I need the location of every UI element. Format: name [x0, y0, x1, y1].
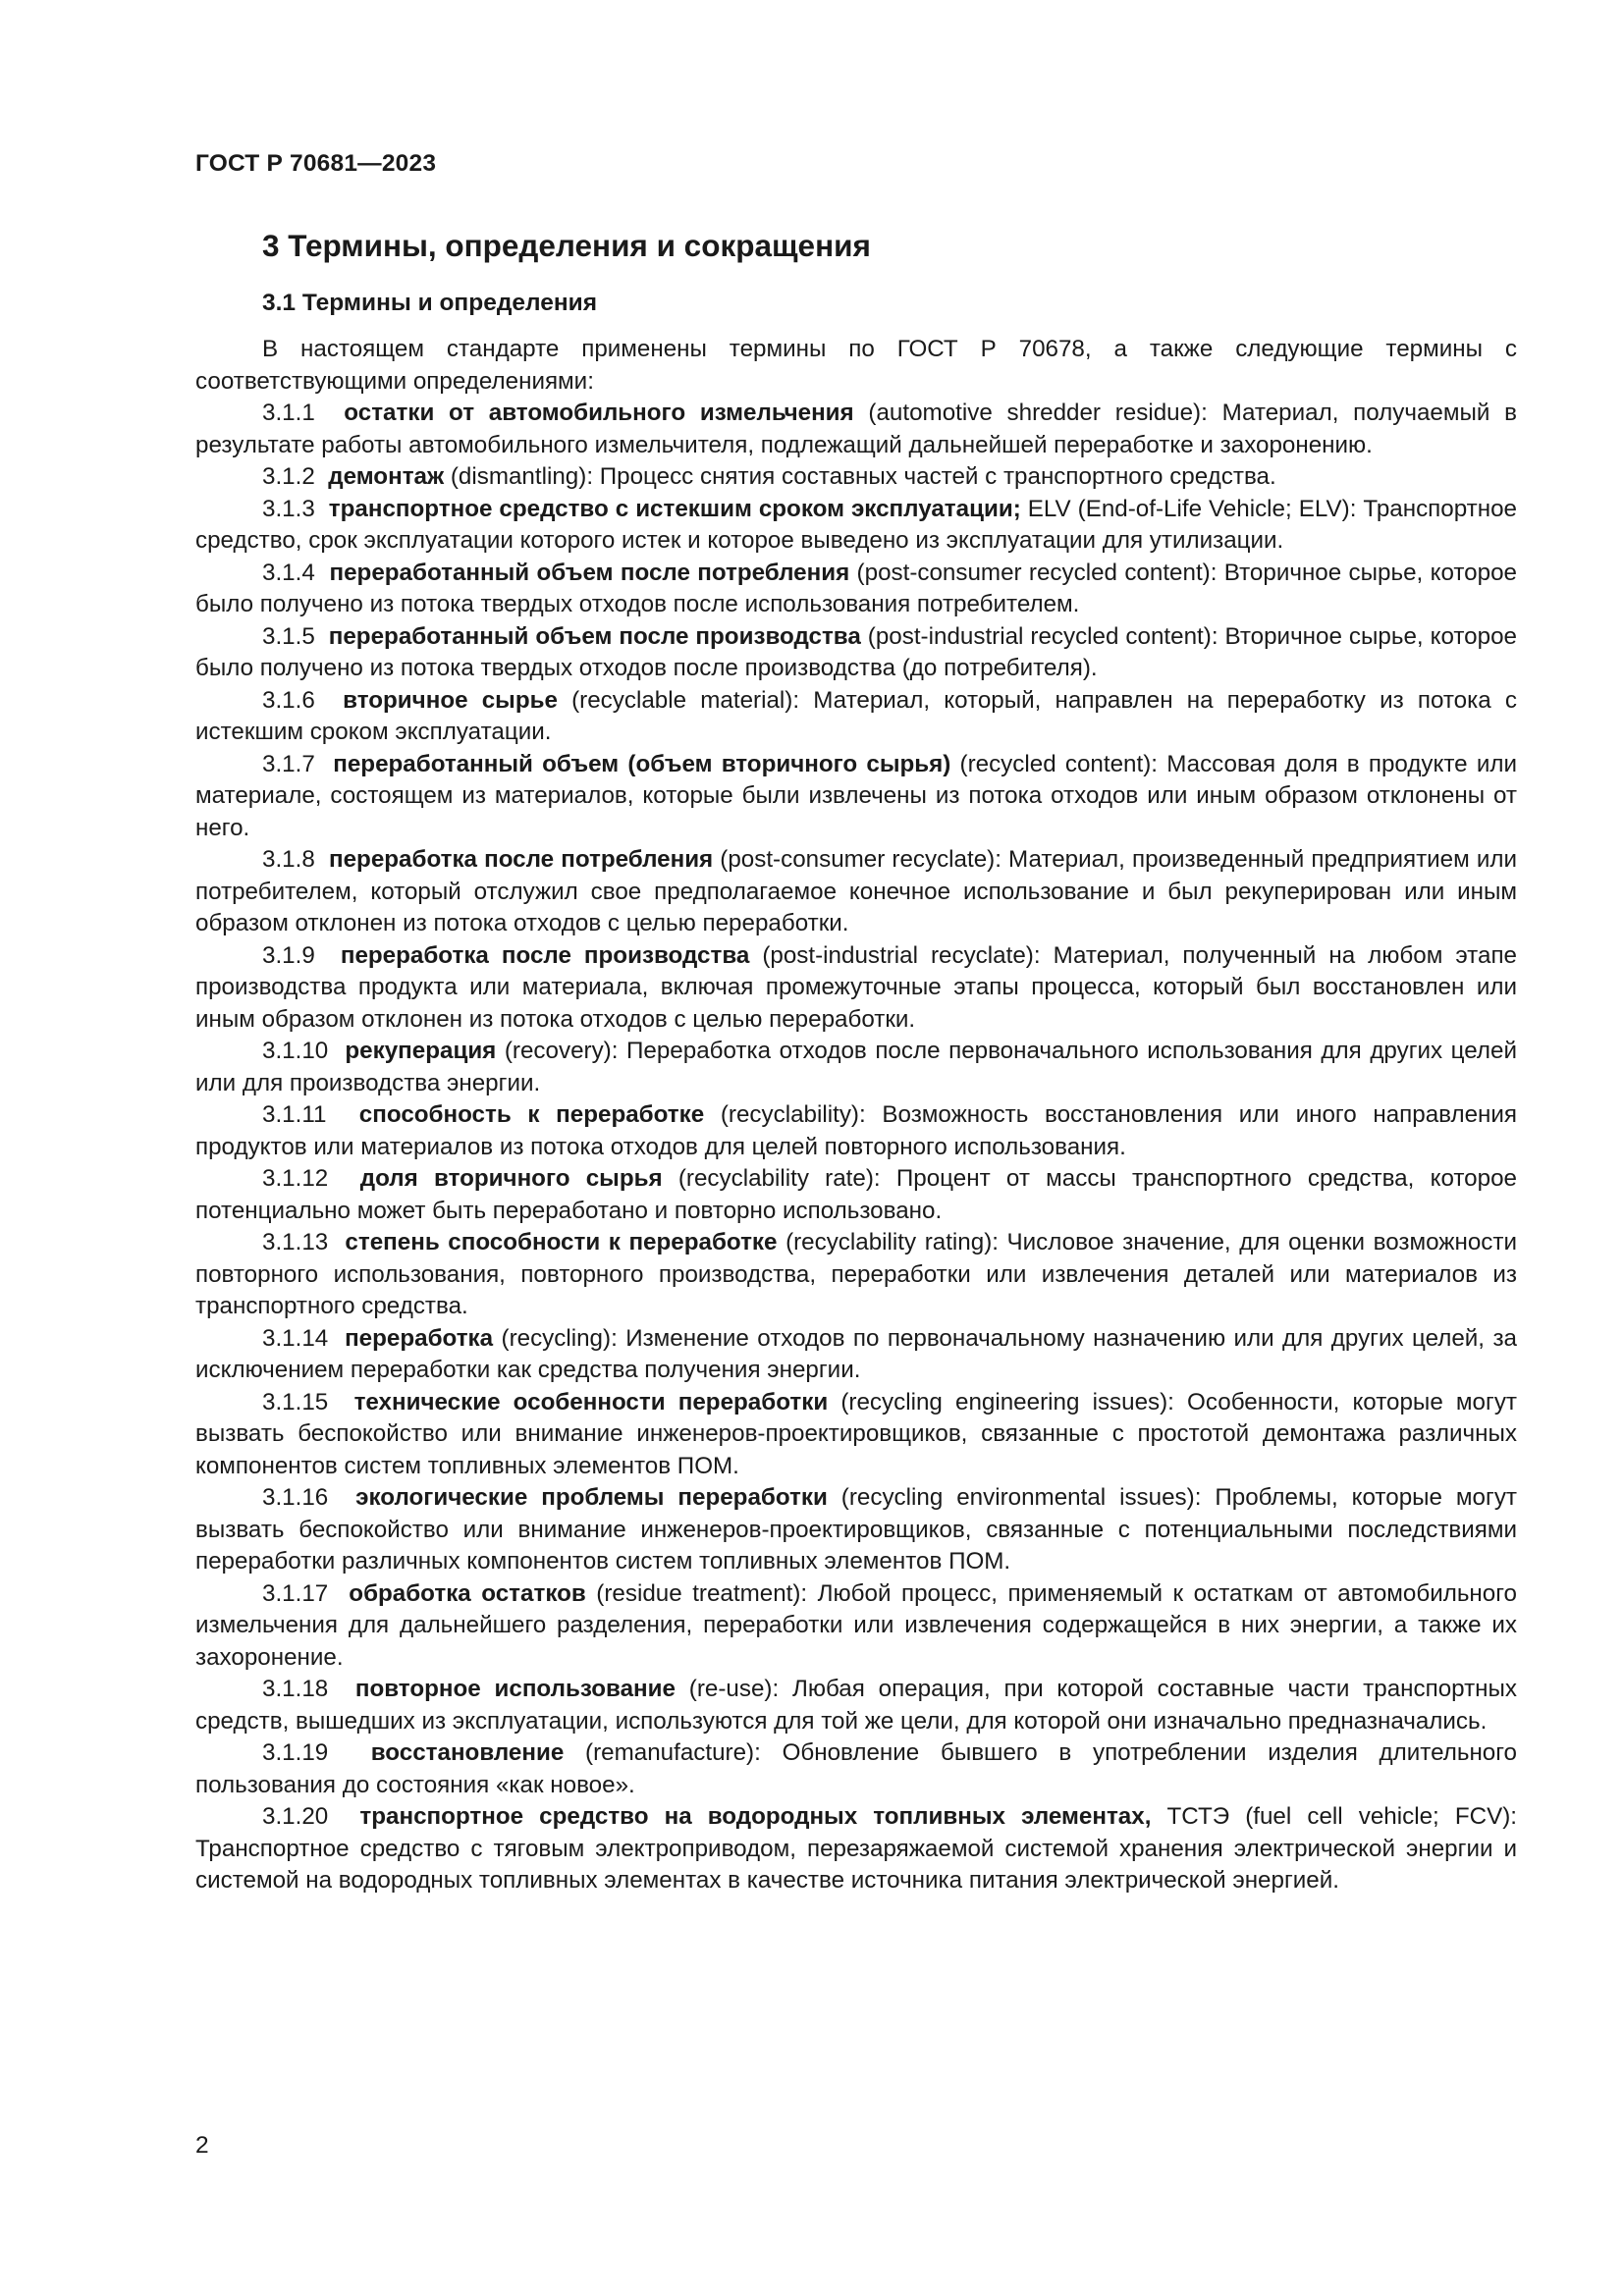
term-number: 3.1.17	[262, 1579, 329, 1607]
term-number: 3.1.1	[262, 400, 315, 426]
term-definition: (post-industrial recycled content): Вторичное сырье, которое было получено из потока твердых отходов после производства (до потребителя).	[195, 622, 1517, 681]
term-definition: (recyclability rating): Числовое значение, для оценки возможности повторного использования, повторного производства, переработки или извлечения деталей или материалов из транспортного средства.	[195, 1229, 1517, 1319]
term-paragraph	[195, 1578, 1517, 1675]
term-paragraph	[195, 398, 1517, 461]
intro-paragraph: В настоящем стандарте применены термины по ГОСТ Р 70678, а также следующие термины с соответствующими определениями:	[195, 336, 1517, 395]
term-paragraph	[195, 494, 1517, 558]
term-name: степень способности к переработке	[345, 1229, 778, 1255]
term-number: 3.1.16	[262, 1484, 329, 1511]
term-name: демонтаж	[328, 463, 445, 490]
term-paragraph	[195, 1482, 1517, 1578]
term-number: 3.1.6	[262, 686, 315, 714]
page-number: 2	[195, 2132, 209, 2159]
terms-body	[195, 334, 1517, 1897]
term-paragraph	[195, 558, 1517, 621]
term-name: переработка после потребления	[328, 846, 714, 873]
term-name: доля вторичного сырья	[359, 1165, 663, 1192]
term-number: 3.1.9	[262, 941, 315, 969]
term-number: 3.1.4	[262, 559, 315, 586]
term-name: экологические проблемы переработки	[355, 1484, 828, 1511]
term-name: способность к переработке	[358, 1101, 705, 1128]
term-name: переработка после производства	[340, 941, 750, 969]
term-definition: (recycling environmental issues): Проблемы, которые могут вызвать беспокойство или внимание инженеров-проектировщиков, связанные с потенциальными последствиями переработки различных компонентов систем топливных элементов ПОМ.	[195, 1484, 1518, 1575]
term-definition: (post-consumer recycled content): Вторичное сырье, которое было получено из потока твердых отходов после использования потребителем.	[195, 559, 1517, 617]
term-number: 3.1.12	[262, 1165, 329, 1192]
term-name: вторичное сырье	[343, 686, 558, 714]
term-definition: (recyclability rate): Процент от массы транспортного средства, которое потенциально может быть переработано и повторно использовано.	[195, 1165, 1517, 1224]
term-number: 3.1.18	[262, 1676, 329, 1702]
term-definition: ELV (End-of-Life Vehicle; ELV): Транспортное средство, срок эксплуатации которого истек и которое выведено из эксплуатации для утилизации.	[195, 495, 1517, 554]
term-paragraph	[195, 685, 1517, 749]
section-title: 3 Термины, определения и сокращения	[262, 228, 871, 263]
term-paragraph	[195, 1099, 1517, 1163]
term-paragraph	[195, 1163, 1517, 1227]
term-name: повторное использование	[354, 1676, 676, 1702]
term-number: 3.1.5	[262, 622, 315, 650]
term-definition: (dismantling): Процесс снятия составных частей с транспортного средства.	[444, 463, 1276, 490]
term-definition: (recovery): Переработка отходов после первоначального использования для других целей или для производства энергии.	[195, 1038, 1517, 1096]
term-paragraph	[195, 1387, 1517, 1483]
term-definition: (recyclable material): Материал, который, направлен на переработку из потока с истекшим сроком эксплуатации.	[195, 686, 1517, 745]
term-paragraph	[195, 844, 1517, 940]
term-name: переработанный объем после потребления	[329, 559, 850, 586]
term-number: 3.1.10	[262, 1038, 329, 1064]
term-definition: (recycling): Изменение отходов по первоначальному назначению или для других целей, за исключением переработки как средства получения энергии.	[195, 1324, 1517, 1383]
term-name: транспортное средство на водородных топливных элементах,	[359, 1803, 1152, 1830]
term-name: транспортное средство с истекшим сроком эксплуатации;	[328, 495, 1021, 522]
term-definition: (recycling engineering issues): Особенности, которые могут вызвать беспокойство или внимание инженеров-проектировщиков, связанные с простотой демонтажа различных компонентов систем топливных элементов ПОМ.	[195, 1388, 1517, 1479]
term-name: переработанный объем (объем вторичного сырья)	[333, 750, 951, 777]
term-name: переработка	[345, 1324, 494, 1352]
term-definition: (post-consumer recyclate): Материал, произведенный предприятием или потребителем, который отслужил свое предполагаемое конечное использование и был рекуперирован или иным образом отклонен из потока отходов с целью переработки.	[195, 846, 1517, 936]
term-paragraph	[195, 1674, 1517, 1737]
term-definition: (residue treatment): Любой процесс, применяемый к остаткам от автомобильного измельчения для дальнейшего разделения, переработки или извлечения содержащейся в них энергии, а также их захоронение.	[195, 1579, 1517, 1671]
document-header: ГОСТ Р 70681—2023	[195, 150, 437, 177]
term-number: 3.1.13	[262, 1229, 329, 1255]
term-number: 3.1.19	[262, 1739, 329, 1766]
term-name: рекуперация	[345, 1038, 497, 1064]
term-definition: (re-use): Любая операция, при которой составные части транспортных средств, вышедших из эксплуатации, используются для той же цели, для которой они изначально предназначались.	[195, 1676, 1518, 1735]
term-definition: (automotive shredder residue): Материал, получаемый в результате работы автомобильного измельчителя, подлежащий дальнейшей переработке и захоронению.	[195, 400, 1517, 458]
term-definition: (post-industrial recyclate): Материал, полученный на любом этапе производства продукта или материала, включая промежуточные этапы процесса, который был восстановлен или иным образом отклонен из потока отходов с целью переработки.	[195, 941, 1517, 1033]
term-number: 3.1.15	[262, 1388, 329, 1415]
subsection-title: 3.1 Термины и определения	[262, 290, 598, 316]
term-definition: (recycled content): Массовая доля в продукте или материале, состоящем из материалов, которые были извлечены из потока отходов или иным образом отклонены от него.	[195, 750, 1517, 841]
term-paragraph	[195, 749, 1517, 845]
term-paragraph	[195, 940, 1517, 1037]
term-name: переработанный объем после производства	[328, 622, 861, 650]
term-definition: ТСТЭ (fuel cell vehicle; FCV): Транспортное средство с тяговым электроприводом, перезаряжаемой системой хранения электрической энергии и системой на водородных топливных элементах в качестве источника питания электрической энергией.	[195, 1803, 1517, 1894]
term-definition: (remanufacture): Обновление бывшего в употреблении изделия длительного пользования до состояния «как новое».	[195, 1739, 1517, 1798]
term-number: 3.1.3	[262, 495, 315, 522]
term-number: 3.1.7	[262, 750, 315, 777]
term-paragraph	[195, 1036, 1517, 1099]
term-definition: (recyclability): Возможность восстановления или иного направления продуктов или материалов из потока отходов для целей повторного использования.	[195, 1101, 1517, 1160]
term-name: обработка остатков	[349, 1579, 586, 1607]
term-number: 3.1.14	[262, 1324, 329, 1352]
term-paragraph	[195, 1227, 1517, 1323]
term-paragraph	[195, 1737, 1517, 1801]
term-paragraph	[195, 1323, 1517, 1387]
term-number: 3.1.11	[262, 1101, 327, 1128]
terms-list	[195, 398, 1517, 1897]
term-paragraph	[195, 461, 1517, 494]
term-name: остатки от автомобильного измельчения	[344, 400, 854, 426]
term-number: 3.1.20	[262, 1803, 329, 1830]
term-paragraph	[195, 1801, 1517, 1897]
term-paragraph	[195, 621, 1517, 685]
term-name: восстановление	[370, 1739, 565, 1766]
term-number: 3.1.2	[262, 463, 315, 490]
term-name: технические особенности переработки	[353, 1388, 829, 1415]
term-number: 3.1.8	[262, 846, 315, 873]
